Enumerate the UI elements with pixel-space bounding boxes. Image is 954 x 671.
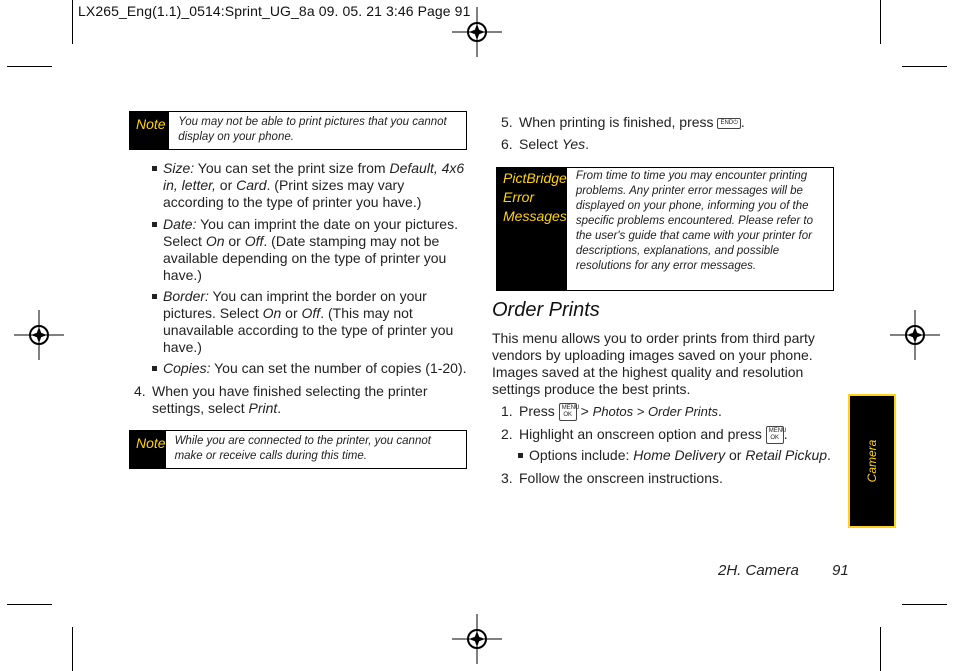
crop-mark	[72, 627, 73, 671]
page-number: 91	[832, 562, 849, 579]
note-box	[129, 111, 467, 150]
note-tag: Note	[130, 112, 169, 149]
step-item: 1. Press MENU OK > Photos > Order Prints.	[519, 403, 839, 421]
step-item: 4. When you have finished selecting the printer settings, select Print.	[134, 383, 428, 416]
crop-mark	[902, 66, 947, 67]
list-item: Date: You can imprint the date on your pictures. Select On or Off. (Date stamping may not be available depending on the type of printer you have.)	[163, 216, 458, 284]
registration-mark-icon	[452, 7, 502, 57]
note-text: While you are connected to the printer, you cannot make or receive calls during this time.	[174, 435, 431, 462]
crop-mark	[902, 604, 947, 605]
crop-mark	[880, 627, 881, 671]
registration-mark-icon	[14, 310, 64, 360]
menu-ok-key-icon: MENU OK	[559, 403, 577, 421]
section-heading: Order Prints	[492, 299, 600, 321]
footer-section: 2H. Camera	[718, 562, 799, 579]
crop-mark	[7, 66, 52, 67]
step-item: 5. When printing is finished, press END⏻ .	[501, 114, 745, 130]
end-key-icon: END⏻	[717, 118, 740, 129]
note-box	[129, 430, 467, 469]
list-item: Size: You can set the print size from Default, 4x6 in, letter, or Card. (Print sizes may vary according to the type of printer you have.)	[163, 160, 468, 211]
pictbridge-note-box	[496, 167, 834, 291]
registration-mark-icon	[452, 614, 502, 664]
list-item: Options include: Home Delivery or Retail Pickup.	[529, 447, 839, 464]
step-item: 6. Select Yes.	[501, 136, 590, 152]
list-item: Border: You can imprint the border on your pictures. Select On or Off. (This may not unavailable according to the type of printer you have.)	[163, 288, 458, 356]
menu-ok-key-icon: MENU OK	[766, 426, 784, 444]
crop-mark	[880, 0, 881, 44]
note-text: You may not be able to print pictures that you cannot display on your phone.	[178, 116, 447, 143]
note-tag: PictBridge Error Messages	[497, 168, 567, 290]
chapter-tab	[848, 394, 896, 528]
note-text: From time to time you may encounter printing problems. Any printer error messages will be displayed on your phone, informing you of the specific problems encountered. Please refer to the user's guide that came with your printer for descriptions, explanations, and possible resolutions for any error messages.	[575, 170, 813, 272]
intro-paragraph: This menu allows you to order prints from third party vendors by uploading images saved on your phone. Images saved at the highest quality and resolution settings produce the best prints.	[492, 330, 815, 397]
slug-line: LX265_Eng(1.1)_0514:Sprint_UG_8a 09. 05. 21 3:46 Page 91	[78, 3, 471, 19]
list-item: Copies: You can set the number of copies (1-20).	[163, 360, 468, 377]
step-item: 2. Highlight an onscreen option and press MENU OK .	[519, 426, 839, 444]
note-tag: Note	[130, 431, 166, 468]
chapter-tab-label: Camera	[865, 439, 879, 483]
registration-mark-icon	[890, 310, 940, 360]
crop-mark	[7, 604, 52, 605]
crop-mark	[72, 0, 73, 44]
step-item: 3. Follow the onscreen instructions.	[501, 470, 723, 486]
